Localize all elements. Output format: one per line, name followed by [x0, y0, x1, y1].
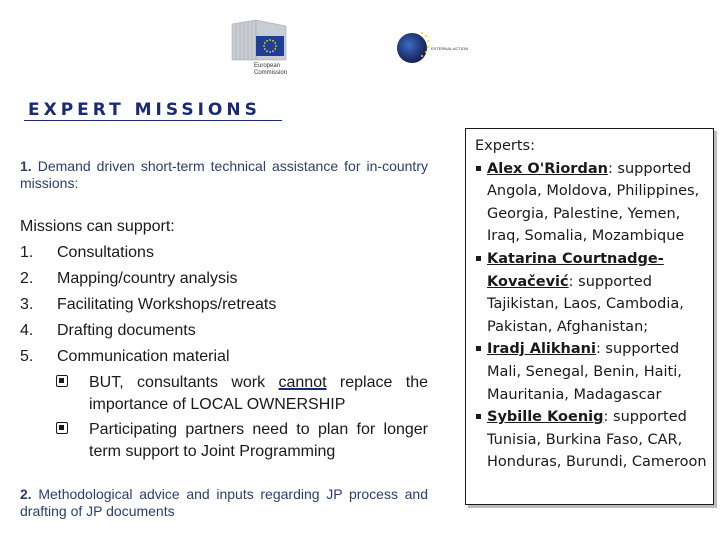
mission-item: 3. Facilitating Workshops/retreats [20, 296, 277, 313]
expert-detail: : supported Tajikistan, Laos, Cambodia, Pakistan, Afghanistan; [487, 273, 684, 335]
stars-arc-icon [417, 30, 433, 60]
checkbox-bullet-icon [56, 375, 68, 387]
ea-logo-text: EXTERNAL ACTION [431, 46, 468, 51]
expert-detail: : supported Tunisia, Burkina Faso, CAR, Honduras, Burundi, Cameroon [487, 409, 707, 471]
expert-item [475, 338, 709, 406]
point-2 [20, 486, 428, 520]
expert-item [475, 158, 709, 248]
experts-box [465, 128, 714, 505]
missions-title: Missions can support: [20, 218, 175, 235]
square-bullet-icon [476, 346, 481, 351]
point-1-number: 1. [20, 158, 32, 174]
expert-item [475, 406, 709, 474]
expert-name: Katarina Courtnadge-Kovačević [487, 250, 664, 290]
checkbox-bullet-icon [56, 422, 68, 434]
title-underline [24, 120, 282, 121]
square-bullet-icon [476, 166, 481, 171]
external-action-logo [395, 28, 485, 72]
bullet-item: Participating partners need to plan for longer term support to Joint Programming [56, 419, 428, 463]
point-2-number: 2. [20, 486, 32, 502]
square-bullet-icon [476, 414, 481, 419]
experts-heading: Experts: [475, 138, 535, 154]
point-1 [20, 158, 428, 192]
mission-item: 5. Communication material [20, 348, 230, 365]
expert-item [475, 248, 709, 338]
expert-name: Sybille Koenig [487, 409, 604, 426]
eu-flag-icon [256, 36, 284, 56]
bullet-item: BUT, consultants work cannot replace the importance of LOCAL OWNERSHIP [56, 372, 428, 416]
expert-detail: : supported Angola, Moldova, Philippines, Georgia, Palestine, Yemen, Iraq, Somalia, Mozambique [487, 160, 700, 245]
mission-item: 2. Mapping/country analysis [20, 270, 238, 287]
expert-detail: : supported Mali, Senegal, Benin, Haiti, Mauritania, Madagascar [487, 341, 682, 403]
european-commission-logo [228, 14, 290, 80]
page-title: EXPERT MISSIONS [28, 100, 261, 120]
point-1-text: Demand driven short-term technical assistance for in-country missions: [20, 158, 428, 191]
mission-item: 1. Consultations [20, 244, 154, 261]
point-2-text: Methodological advice and inputs regarding JP process and drafting of JP documents [20, 486, 428, 519]
mission-item: 4. Drafting documents [20, 322, 196, 339]
square-bullet-icon [476, 256, 481, 261]
expert-name: Alex O'Riordan [487, 160, 608, 177]
expert-name: Iradj Alikhani [487, 341, 596, 358]
ec-logo-text: European Commission [254, 63, 288, 76]
